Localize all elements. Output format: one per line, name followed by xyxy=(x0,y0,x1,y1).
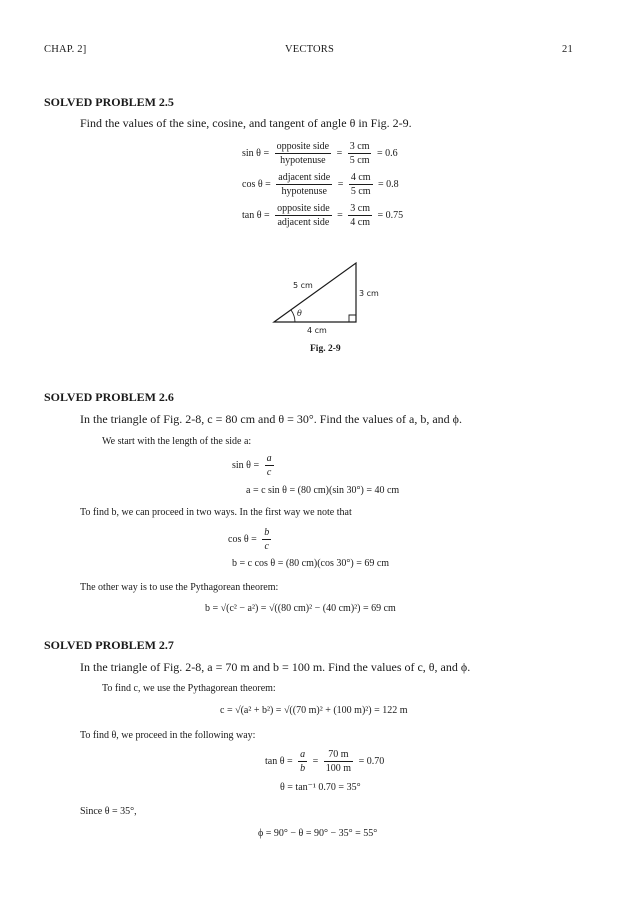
eq-sin-den: c xyxy=(266,467,272,478)
problem-2-7-paragraph-3: Since θ = 35°, xyxy=(80,806,137,817)
sin-numerator: opposite side xyxy=(276,141,330,152)
tan-denominator: adjacent side xyxy=(277,217,330,228)
eq-cos-fraction xyxy=(262,526,271,553)
cos-result: = 0.8 xyxy=(378,178,399,190)
tan-result: = 0.75 xyxy=(377,209,404,221)
problem-2-6-paragraph-3: The other way is to use the Pythagorean theorem: xyxy=(80,582,279,593)
eq-tan-lhs: tan θ = xyxy=(265,755,293,767)
eq-tan-fraction-values xyxy=(324,748,353,775)
tan-equals: = xyxy=(337,209,343,221)
sin-denominator: hypotenuse xyxy=(280,155,326,166)
cos-numerator: adjacent side xyxy=(278,172,331,183)
problem-2-7-eq-tan xyxy=(265,748,384,775)
eq-tan-fraction-vars xyxy=(298,748,307,775)
problem-2-7-heading: SOLVED PROBLEM 2.7 xyxy=(44,638,174,652)
problem-2-6-eq-sin xyxy=(232,452,277,479)
sin-denominator-value: 5 cm xyxy=(349,155,370,166)
tan-lhs: tan θ = xyxy=(242,209,270,221)
eq-tan-result: = 0.70 xyxy=(358,755,385,767)
tan-fraction-words xyxy=(275,202,332,229)
angle-arc xyxy=(291,310,295,322)
eq-tan-den: b xyxy=(300,763,306,774)
problem-2-7-paragraph-2: To find θ, we proceed in the following way: xyxy=(80,730,256,741)
cos-fraction-words xyxy=(276,171,332,198)
eq-sin-lhs: sin θ = xyxy=(232,459,260,471)
cos-numerator-value: 4 cm xyxy=(350,172,371,183)
problem-2-6-eq-pythagoras: b = √(c² − a²) = √((80 cm)² − (40 cm)²) = 69 cm xyxy=(205,603,396,614)
theta-label: θ xyxy=(297,309,302,318)
problem-2-7-paragraph-1: To find c, we use the Pythagorean theorem: xyxy=(102,683,276,694)
problem-2-5-statement: Find the values of the sine, cosine, and tangent of angle θ in Fig. 2-9. xyxy=(80,116,412,130)
eq-sin-fraction xyxy=(265,452,274,479)
right-angle-marker xyxy=(349,315,356,322)
cos-lhs: cos θ = xyxy=(242,178,271,190)
tan-fraction-values xyxy=(348,202,372,229)
problem-2-6-heading: SOLVED PROBLEM 2.6 xyxy=(44,390,174,404)
hypotenuse-label: 5 cm xyxy=(293,281,313,290)
eq-tan-den-value: 100 m xyxy=(325,763,352,774)
sin-numerator-value: 3 cm xyxy=(349,141,370,152)
sin-equation xyxy=(242,140,398,167)
problem-2-6-eq-b: b = c cos θ = (80 cm)(cos 30°) = 69 cm xyxy=(232,558,390,569)
eq-sin-num: a xyxy=(266,453,272,464)
triangle-shape xyxy=(274,263,356,322)
triangle-figure xyxy=(260,255,400,340)
problem-2-7-eq-c: c = √(a² + b²) = √((70 m)² + (100 m)²) = 122 m xyxy=(220,705,408,716)
cos-denominator-value: 5 cm xyxy=(350,186,371,197)
sin-fraction-words xyxy=(275,140,332,167)
sin-equals: = xyxy=(336,147,343,159)
problem-2-5-heading: SOLVED PROBLEM 2.5 xyxy=(44,95,174,109)
tan-numerator-value: 3 cm xyxy=(350,203,371,214)
sin-result: = 0.6 xyxy=(376,147,398,159)
sin-lhs: sin θ = xyxy=(242,147,270,159)
tan-numerator: opposite side xyxy=(277,203,330,214)
problem-2-7-eq-theta: θ = tan⁻¹ 0.70 = 35° xyxy=(280,782,361,793)
running-header-chapter: CHAP. 2] xyxy=(44,44,87,55)
problem-2-6-statement: In the triangle of Fig. 2-8, c = 80 cm and θ = 30°. Find the values of a, b, and ϕ. xyxy=(80,412,462,426)
eq-tan-equals: = xyxy=(312,755,319,767)
problem-2-6-paragraph-1: We start with the length of the side a: xyxy=(102,436,252,447)
problem-2-6-eq-cos xyxy=(228,526,274,553)
eq-tan-num: a xyxy=(300,749,306,760)
page-number: 21 xyxy=(562,44,573,55)
cos-equation xyxy=(242,171,399,198)
problem-2-6-eq-a: a = c sin θ = (80 cm)(sin 30°) = 40 cm xyxy=(246,485,400,496)
sin-fraction-values xyxy=(348,140,372,167)
problem-2-7-eq-phi: ϕ = 90° − θ = 90° − 35° = 55° xyxy=(258,828,378,839)
opposite-label: 3 cm xyxy=(359,289,379,298)
cos-denominator: hypotenuse xyxy=(281,186,327,197)
eq-cos-den: c xyxy=(264,541,269,552)
eq-cos-num: b xyxy=(264,527,270,538)
cos-equals: = xyxy=(337,178,344,190)
problem-2-6-paragraph-2: To find b, we can proceed in two ways. In the first way we note that xyxy=(80,507,352,518)
tan-equation xyxy=(242,202,403,229)
problem-2-7-statement: In the triangle of Fig. 2-8, a = 70 m and b = 100 m. Find the values of c, θ, and ϕ. xyxy=(80,660,471,674)
tan-denominator-value: 4 cm xyxy=(350,217,371,228)
cos-fraction-values xyxy=(349,171,373,198)
adjacent-label: 4 cm xyxy=(307,326,327,335)
eq-tan-num-value: 70 m xyxy=(324,748,353,762)
figure-caption: Fig. 2-9 xyxy=(310,344,341,354)
running-header-title: VECTORS xyxy=(285,44,335,55)
eq-cos-lhs: cos θ = xyxy=(228,533,257,545)
